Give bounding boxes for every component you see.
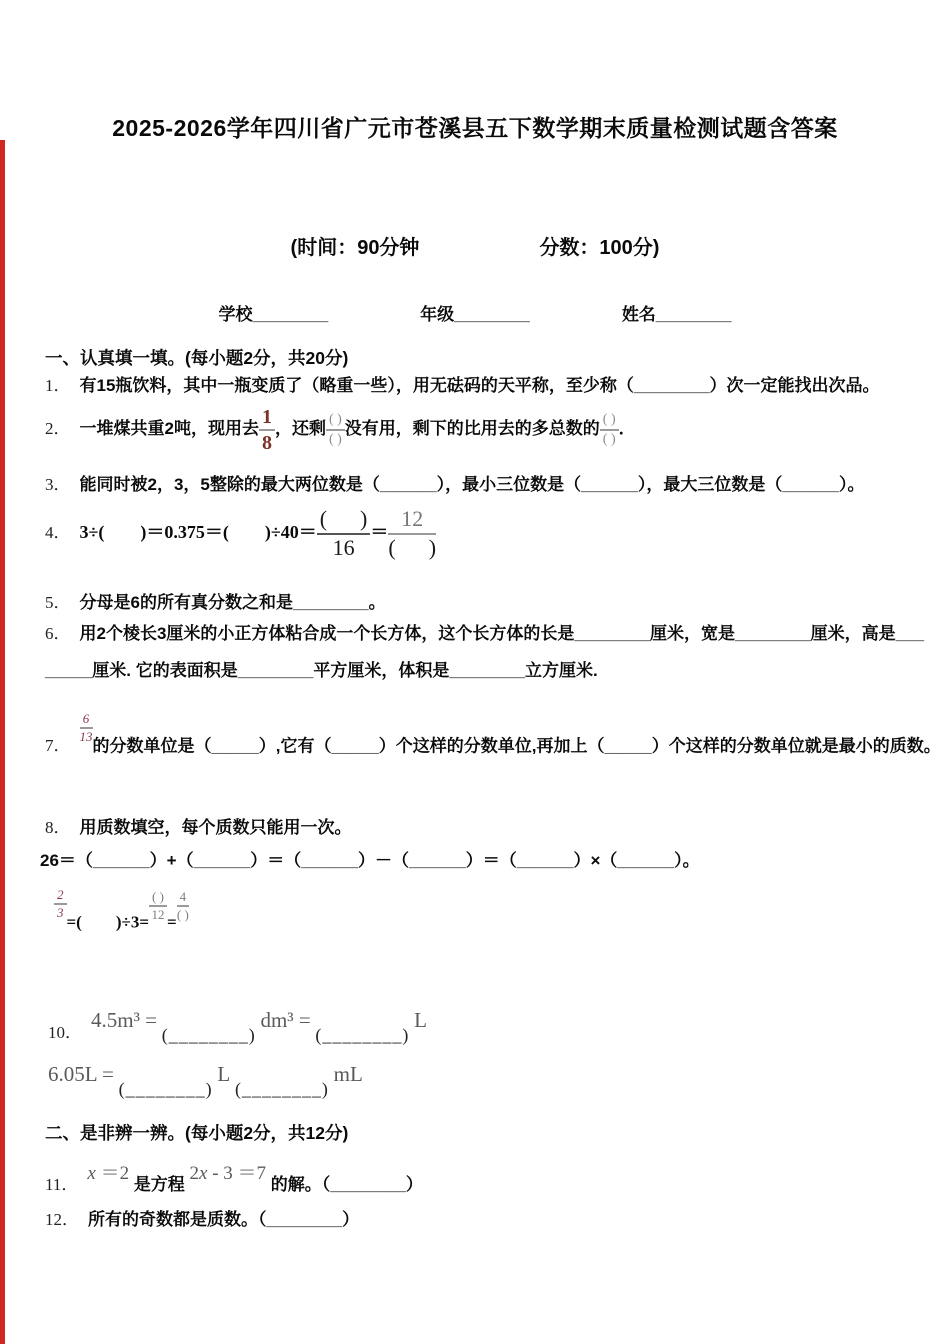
q2-text-1: 一堆煤共重2吨，现用去 xyxy=(79,419,259,438)
q7-number: 7． xyxy=(45,736,71,756)
q11-math-eq7: - 3 ＝7 xyxy=(207,1163,267,1184)
q11-math-2: 2 xyxy=(189,1163,200,1184)
q1-number: 1． xyxy=(45,376,71,395)
question-1 xyxy=(45,371,880,396)
q9-fraction-2-3: $\frac{2}{3}$ xyxy=(54,888,67,921)
q8-equation: 26＝（______）+（______）＝（______）－（______）＝（______）×（______）。 xyxy=(40,851,700,870)
q5-text: 分母是6的所有真分数之和是________。 xyxy=(79,593,386,612)
q12-number: 12． xyxy=(45,1210,79,1229)
q2-fraction-blank-1: $\frac{( )}{( )}$ xyxy=(326,412,345,447)
q4-equals: ＝ xyxy=(370,522,389,542)
q7-text: 的分数单位是（_____）,它有（_____）个这样的分数单位,再加上（_____）个这样的分数单位就是最小的质数。 xyxy=(92,736,941,756)
q12-text: 所有的奇数都是质数。（________） xyxy=(88,1210,360,1229)
student-info-row xyxy=(0,300,950,325)
q10-blank-2: (________) xyxy=(315,1025,410,1045)
q4-equation-text: 3÷( )＝0.375＝( )÷40＝ xyxy=(79,522,317,542)
grade-field: 年级________ xyxy=(420,305,530,324)
q2-fraction-1-8: $\frac{1}{8}$ xyxy=(259,406,275,454)
q1-text: 有15瓶饮料，其中一瓶变质了（略重一些），用无砝码的天平称，至少称（________）次一定能找出次品。 xyxy=(79,376,880,395)
q7-fraction-6-13: $\frac{6}{13}$ xyxy=(79,711,93,745)
question-7 xyxy=(45,712,941,766)
q9-fraction-4-blank: $\frac{4}{( )}$ xyxy=(176,889,189,923)
page-title: 2025-2026学年四川省广元市苍溪县五下数学期末质量检测试题含答案 xyxy=(112,115,838,141)
q5-number: 5． xyxy=(45,593,71,612)
q10-math-1: 4.5m³ = xyxy=(91,1008,157,1032)
question-2 xyxy=(45,403,636,455)
q2-text-3: 没有用，剩下的比用去的多总数的 xyxy=(344,419,600,438)
q10-blank-1: (________) xyxy=(161,1025,256,1045)
q10-unit-L2: L xyxy=(217,1062,231,1086)
q10-blank-3: (________) xyxy=(118,1079,213,1099)
q10-math-2: dm³ = xyxy=(260,1008,311,1032)
question-5 xyxy=(45,588,386,613)
section2-heading: 二、是非辨一辨。(每小题2分，共12分) xyxy=(45,1123,349,1143)
question-4 xyxy=(45,503,436,562)
question-10 xyxy=(48,1008,427,1046)
q8-text: 用质数填空，每个质数只能用一次。 xyxy=(79,818,352,837)
q10-number: 10． xyxy=(48,1023,82,1042)
section1-heading: 一、认真填一填。(每小题2分，共20分) xyxy=(45,348,349,368)
score-label: 分数：100分) xyxy=(539,237,660,259)
q11-math-2x: x xyxy=(199,1163,208,1184)
time-label: (时间：90分钟 xyxy=(290,237,420,259)
q9-text-2: = xyxy=(166,912,177,932)
q4-fraction-16: $\frac{( )}{16}$ xyxy=(317,507,371,559)
question-6-cont xyxy=(45,656,598,681)
question-3 xyxy=(45,470,865,495)
exam-meta xyxy=(0,231,950,260)
q2-fraction-blank-2: $\frac{( )}{( )}$ xyxy=(600,412,619,447)
q9-text-1: =( )÷3= xyxy=(66,912,150,932)
question-12 xyxy=(45,1205,359,1230)
q11-number: 11． xyxy=(45,1175,79,1194)
question-10-line2 xyxy=(48,1062,363,1100)
q4-number: 4． xyxy=(45,523,71,542)
q2-text-2: ，还剩 xyxy=(274,419,326,438)
q11-math-eq2: ＝2 xyxy=(95,1163,130,1184)
q11-text-1: 是方程 xyxy=(133,1175,185,1194)
q11-text-2: 的解。（________） xyxy=(270,1175,423,1194)
q3-text: 能同时被2，3，5整除的最大两位数是（______），最小三位数是（______），最大三位数是（______）。 xyxy=(79,475,865,494)
q11-math-x: x xyxy=(87,1163,96,1184)
question-8 xyxy=(45,813,352,838)
q8-number: 8． xyxy=(45,818,71,837)
question-11 xyxy=(45,1158,423,1195)
q6-text-line1: 用2个棱长3厘米的小正方体粘合成一个长方体，这个长方体的长是________厘米，宽是________厘米，高是___ xyxy=(79,624,925,643)
q2-text-4: ． xyxy=(618,419,636,438)
q6-text-line2: _____厘米. 它的表面积是________平方厘米，体积是________立方厘米. xyxy=(45,661,598,680)
q4-fraction-12: $\frac{12}{( )}$ xyxy=(388,506,437,560)
question-9 xyxy=(45,888,189,945)
school-field: 学校________ xyxy=(218,305,329,324)
question-6 xyxy=(45,619,924,644)
q10-blank-4: (________) xyxy=(234,1079,329,1099)
q10-unit-mL: mL xyxy=(333,1062,363,1086)
name-field: 姓名________ xyxy=(621,305,732,324)
q2-number: 2． xyxy=(45,419,71,438)
q3-number: 3． xyxy=(45,475,71,494)
q10-math-3: 6.05L = xyxy=(48,1062,114,1086)
question-8-equation xyxy=(40,846,700,871)
q6-number: 6． xyxy=(45,624,71,643)
q9-fraction-blank-12: $\frac{( )}{12}$ xyxy=(149,890,167,923)
q10-unit-L: L xyxy=(414,1008,427,1032)
